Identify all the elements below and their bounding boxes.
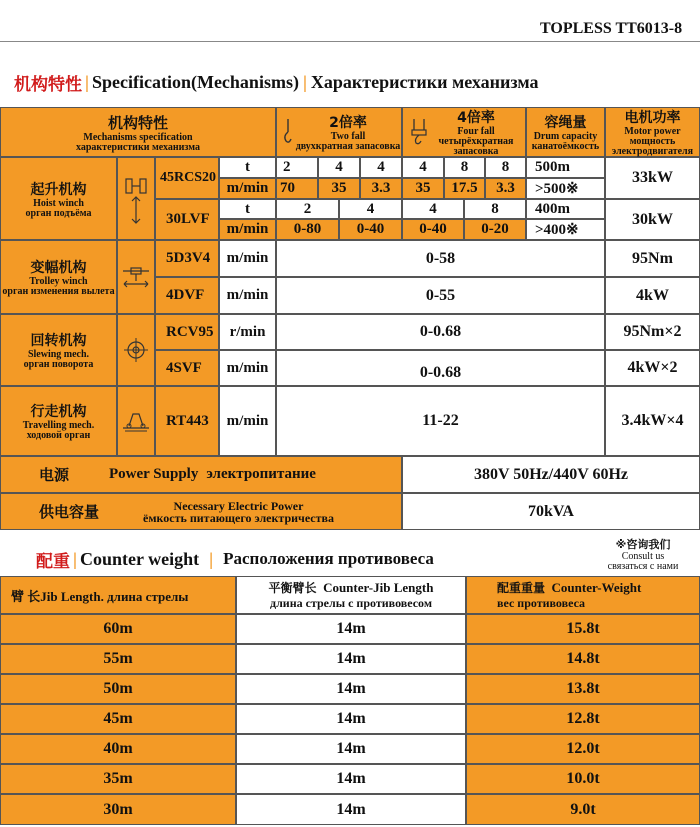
hoist-m1-speed: 35	[402, 178, 444, 199]
cw-head-counter-jib: 平衡臂长 Counter-Jib Length длина стрелы с противовесом	[236, 576, 466, 614]
hoist-m1-load: 4	[360, 157, 402, 178]
hoist-m1-unit-t: t	[219, 157, 276, 178]
trolley-unit-2: m/min	[219, 277, 276, 314]
cw-jib-length: 55m	[0, 644, 236, 674]
slewing-unit-1: r/min	[219, 314, 276, 350]
hoist-m1-drum: 500m	[526, 157, 605, 178]
counter-weight-title: 配重 | Counter weight | Расположения противовеса	[36, 548, 434, 572]
hoist-m1-drum-extra: >500※	[526, 178, 605, 199]
spec-title-ru: Характеристики механизма	[310, 71, 539, 92]
cw-jib-length: 40m	[0, 734, 236, 764]
trolley-value-2: 0-55	[276, 277, 605, 314]
hoist-model-1: 45RCS20	[155, 157, 219, 199]
cw-weight: 9.0t	[466, 794, 700, 825]
hoist-m2-speed: 0-40	[402, 219, 464, 240]
hoist-m2-speed: 0-40	[339, 219, 402, 240]
cw-weight: 15.8t	[466, 614, 700, 644]
cw-jib-length: 45m	[0, 704, 236, 734]
cw-jib-length: 35m	[0, 764, 236, 794]
single-hook-icon	[281, 118, 295, 146]
cw-counter-jib-length: 14m	[236, 674, 466, 704]
cw-jib-length: 60m	[0, 614, 236, 644]
hoist-m1-speed: 70	[276, 178, 318, 199]
model-header: TOPLESS TT6013-8	[540, 20, 683, 37]
hoist-m1-power: 33kW	[605, 157, 700, 199]
hoist-m1-speed: 3.3	[485, 178, 526, 199]
slewing-power-2: 4kW×2	[605, 350, 700, 386]
cw-counter-jib-length: 14m	[236, 764, 466, 794]
slewing-value-2: 0-0.68	[276, 350, 605, 386]
cw-jib-length: 30m	[0, 794, 236, 825]
hoist-m2-load: 4	[402, 199, 464, 219]
cw-counter-jib-length: 14m	[236, 794, 466, 825]
colhead-drum-capacity: 容绳量 Drum capacity канатоёмкость	[526, 107, 605, 157]
slewing-model-2: 4SVF	[155, 350, 219, 386]
hoist-m2-drum-extra: >400※	[526, 219, 605, 240]
trolley-label: 变幅机构 Trolley winch орган изменения вылета	[0, 240, 117, 314]
hoist-m2-unit-t: t	[219, 199, 276, 219]
cw-counter-jib-length: 14m	[236, 614, 466, 644]
travel-model: RT443	[155, 386, 219, 456]
trolley-power-1: 95Nm	[605, 240, 700, 277]
hoist-m1-load: 8	[485, 157, 526, 178]
travel-mechanism-icon	[121, 410, 151, 432]
hoist-m2-load: 2	[276, 199, 339, 219]
necessary-power-value: 70kVA	[402, 493, 700, 530]
hoist-m2-unit-speed: m/min	[219, 219, 276, 240]
colhead-motor-power: 电机功率 Motor power мощность электродвигателя	[605, 107, 700, 157]
colhead-four-fall: 4倍率 Four fall четырёхкратная запасовка	[402, 107, 526, 157]
cw-weight: 10.0t	[466, 764, 700, 794]
hoist-m1-load: 8	[444, 157, 485, 178]
slewing-value-1: 0-0.68	[276, 314, 605, 350]
cw-weight: 12.8t	[466, 704, 700, 734]
slewing-power-1: 95Nm×2	[605, 314, 700, 350]
trolley-power-2: 4kW	[605, 277, 700, 314]
hoist-m2-power: 30kW	[605, 199, 700, 240]
hoist-m2-drum: 400m	[526, 199, 605, 219]
trolley-winch-icon	[121, 266, 151, 288]
hoist-m1-load: 4	[318, 157, 360, 178]
spec-title-en: Specification(Mechanisms)	[91, 71, 299, 92]
travel-icon-cell	[117, 386, 155, 456]
slewing-unit-2: m/min	[219, 350, 276, 386]
slewing-model-1: RCV95	[155, 314, 219, 350]
hoist-m1-speed: 3.3	[360, 178, 402, 199]
hoist-m1-speed: 17.5	[444, 178, 485, 199]
travel-power: 3.4kW×4	[605, 386, 700, 456]
slewing-icon-cell	[117, 314, 155, 386]
trolley-model-2: 4DVF	[155, 277, 219, 314]
cw-weight: 12.0t	[466, 734, 700, 764]
trolley-icon-cell	[117, 240, 155, 314]
cw-counter-jib-length: 14m	[236, 644, 466, 674]
hoist-winch-icon	[123, 171, 149, 227]
necessary-power-label: 供电容量 Necessary Electric Power ёмкость питающего электричества	[0, 493, 402, 530]
hoist-m2-speed: 0-20	[464, 219, 526, 240]
trolley-value-1: 0-58	[276, 240, 605, 277]
travel-unit: m/min	[219, 386, 276, 456]
spec-title-cn: 机构特性	[14, 74, 82, 95]
header-rule	[0, 41, 700, 42]
power-supply-value: 380V 50Hz/440V 60Hz	[402, 456, 700, 493]
hoist-m1-speed: 35	[318, 178, 360, 199]
spec-title: 机构特性 | Specification(Mechanisms) | Характеристики механизма	[14, 71, 539, 95]
hoist-label: 起升机构 Hoist winch орган подъёма	[0, 157, 117, 240]
cw-jib-length: 50m	[0, 674, 236, 704]
travel-value: 11-22	[276, 386, 605, 456]
cw-head-jib: 臂 长Jib Length. длина стрелы	[0, 576, 236, 614]
consult-note: ※咨询我们 Consult us связаться с нами	[607, 538, 679, 572]
cw-weight: 14.8t	[466, 644, 700, 674]
hoist-m2-speed: 0-80	[276, 219, 339, 240]
hoist-m2-load: 4	[339, 199, 402, 219]
hoist-m1-load: 2	[276, 157, 318, 178]
hoist-m2-load: 8	[464, 199, 526, 219]
power-supply-label: 电源 Power Supply электропитание	[0, 456, 402, 493]
hoist-icon-cell	[117, 157, 155, 240]
cw-weight: 13.8t	[466, 674, 700, 704]
colhead-two-fall: 2倍率 Two fall двухкратная запасовка	[276, 107, 402, 157]
trolley-model-1: 5D3V4	[155, 240, 219, 277]
cw-head-counter-weight: 配重重量 Counter-Weight вес противовеса	[466, 576, 700, 614]
hoist-m1-unit-speed: m/min	[219, 178, 276, 199]
slewing-icon	[123, 337, 149, 363]
cw-counter-jib-length: 14m	[236, 734, 466, 764]
colhead-mech: 机构特性 Mechanisms specification характеристики механизма	[0, 107, 276, 157]
hoist-m1-load: 4	[402, 157, 444, 178]
hoist-model-2: 30LVF	[155, 199, 219, 240]
cw-counter-jib-length: 14m	[236, 704, 466, 734]
travel-label: 行走机构 Travelling mech. ходовой орган	[0, 386, 117, 456]
trolley-unit-1: m/min	[219, 240, 276, 277]
slewing-label: 回转机构 Slewing mech. орган поворота	[0, 314, 117, 386]
